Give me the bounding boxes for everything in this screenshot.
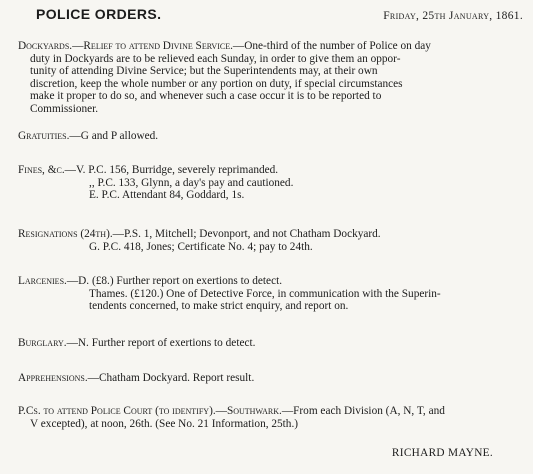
dockyards-line-5: make it proper to do so, and whenever such a case occur it is to be reported to xyxy=(30,90,382,103)
dockyards-heading: Dockyards.—Relief to attend Divine Service.— xyxy=(18,40,245,52)
gratuities-heading: Gratuities.— xyxy=(18,130,81,142)
larcenies-row-3: tendents concerned, to make strict enquiry, and report on. xyxy=(89,300,349,313)
section-fines xyxy=(18,164,521,202)
fines-row-1: V. P.C. 156, Burridge, severely reprimanded. xyxy=(75,164,279,176)
police-court-line-1: From each Division (A, N, T, and xyxy=(293,405,445,417)
apprehensions-heading: Apprehensions.— xyxy=(18,372,99,384)
police-court-line-2: V excepted), at noon, 26th. (See No. 21 Information, 25th.) xyxy=(30,417,299,430)
fines-row-3: E. P.C. Attendant 84, Goddard, 1s. xyxy=(89,189,245,202)
larcenies-row-2: Thames. (£120.) One of Detective Force, in communication with the Superin- xyxy=(89,287,441,300)
resignations-row-2: G. P.C. 418, Jones; Certificate No. 4; pay to 24th. xyxy=(89,240,313,253)
dockyards-line-6: Commissioner. xyxy=(30,102,99,115)
page-title: POLICE ORDERS. xyxy=(36,6,162,22)
section-gratuities xyxy=(18,130,521,143)
dockyards-line-1: One-third of the number of Police on day xyxy=(244,40,431,52)
dockyards-line-3: tunity of attending Divine Service; but the Superintendents may, at their own xyxy=(30,65,378,78)
section-apprehensions xyxy=(18,372,521,385)
resignations-heading: Resignations (24th).— xyxy=(18,228,124,240)
larcenies-row-1: D. (£8.) Further report on exertions to detect. xyxy=(78,275,283,287)
fines-heading: Fines, &c.— xyxy=(18,164,76,176)
section-dockyards xyxy=(18,40,521,116)
gratuities-text: G and P allowed. xyxy=(80,130,159,142)
fines-row-2: ,, P.C. 133, Glynn, a day's pay and cautioned. xyxy=(89,176,294,189)
larcenies-heading: Larcenies.— xyxy=(18,275,79,287)
burglary-text: N. Further report of exertions to detect. xyxy=(77,337,256,349)
section-police-court xyxy=(18,405,521,430)
dockyards-line-2: duty in Dockyards are to be relieved each Sunday, in order to give them an oppor- xyxy=(30,52,401,65)
commissioner-signature: RICHARD MAYNE. xyxy=(391,447,493,459)
police-court-heading: P.Cs. to attend Police Court (to identify).—Southwark.— xyxy=(18,405,294,417)
order-date: Friday, 25th January, 1861. xyxy=(383,10,523,22)
apprehensions-text: Chatham Dockyard. Report result. xyxy=(98,372,255,384)
dockyards-line-4: discretion, keep the whole number or any portion on duty, if special circumstances xyxy=(30,77,403,90)
section-resignations xyxy=(18,228,521,253)
resignations-row-1: P.S. 1, Mitchell; Devonport, and not Chatham Dockyard. xyxy=(123,228,381,240)
section-larcenies xyxy=(18,275,521,313)
burglary-heading: Burglary.— xyxy=(18,337,78,349)
section-burglary xyxy=(18,337,521,350)
